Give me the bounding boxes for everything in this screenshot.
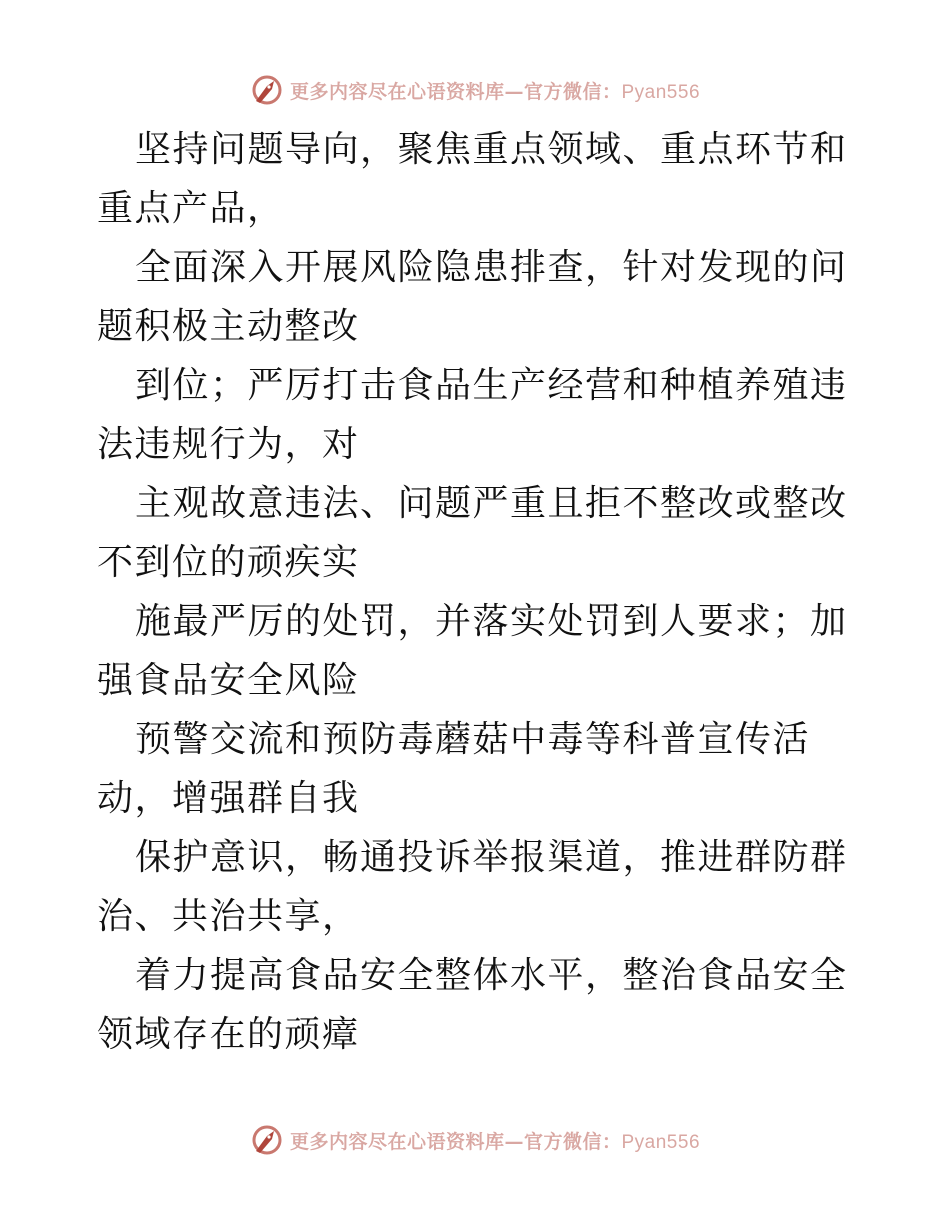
footer-watermark [0, 1120, 950, 1160]
paragraph: 保护意识，畅通投诉举报渠道，推进群防群治、共治共享， [97, 837, 848, 937]
watermark-text: 更多内容尽在心语资料库—官方微信：Pyan556 [289, 80, 701, 103]
paragraph: 着力提高食品安全整体水平，整治食品安全领域存在的顽瘴 [97, 955, 848, 1055]
pen-nib-circle-icon [250, 73, 284, 107]
paragraph: 预警交流和预防毒蘑菇中毒等科普宣传活动，增强群自我 [97, 719, 811, 819]
paragraph: 全面深入开展风险隐患排查，针对发现的问题积极主动整改 [97, 247, 848, 347]
paragraph: 主观故意违法、问题严重且拒不整改或整改不到位的顽疾实 [97, 483, 848, 583]
pen-nib-circle-icon [250, 1123, 284, 1157]
paragraph: 到位；严厉打击食品生产经营和种植养殖违法违规行为，对 [97, 365, 848, 465]
header-watermark [0, 70, 950, 110]
watermark-text: 更多内容尽在心语资料库—官方微信：Pyan556 [289, 1130, 701, 1153]
document-body [97, 120, 857, 1064]
paragraph: 施最严厉的处罚，并落实处罚到人要求；加强食品安全风险 [97, 601, 848, 701]
paragraph: 坚持问题导向，聚焦重点领域、重点环节和重点产品， [97, 129, 848, 229]
